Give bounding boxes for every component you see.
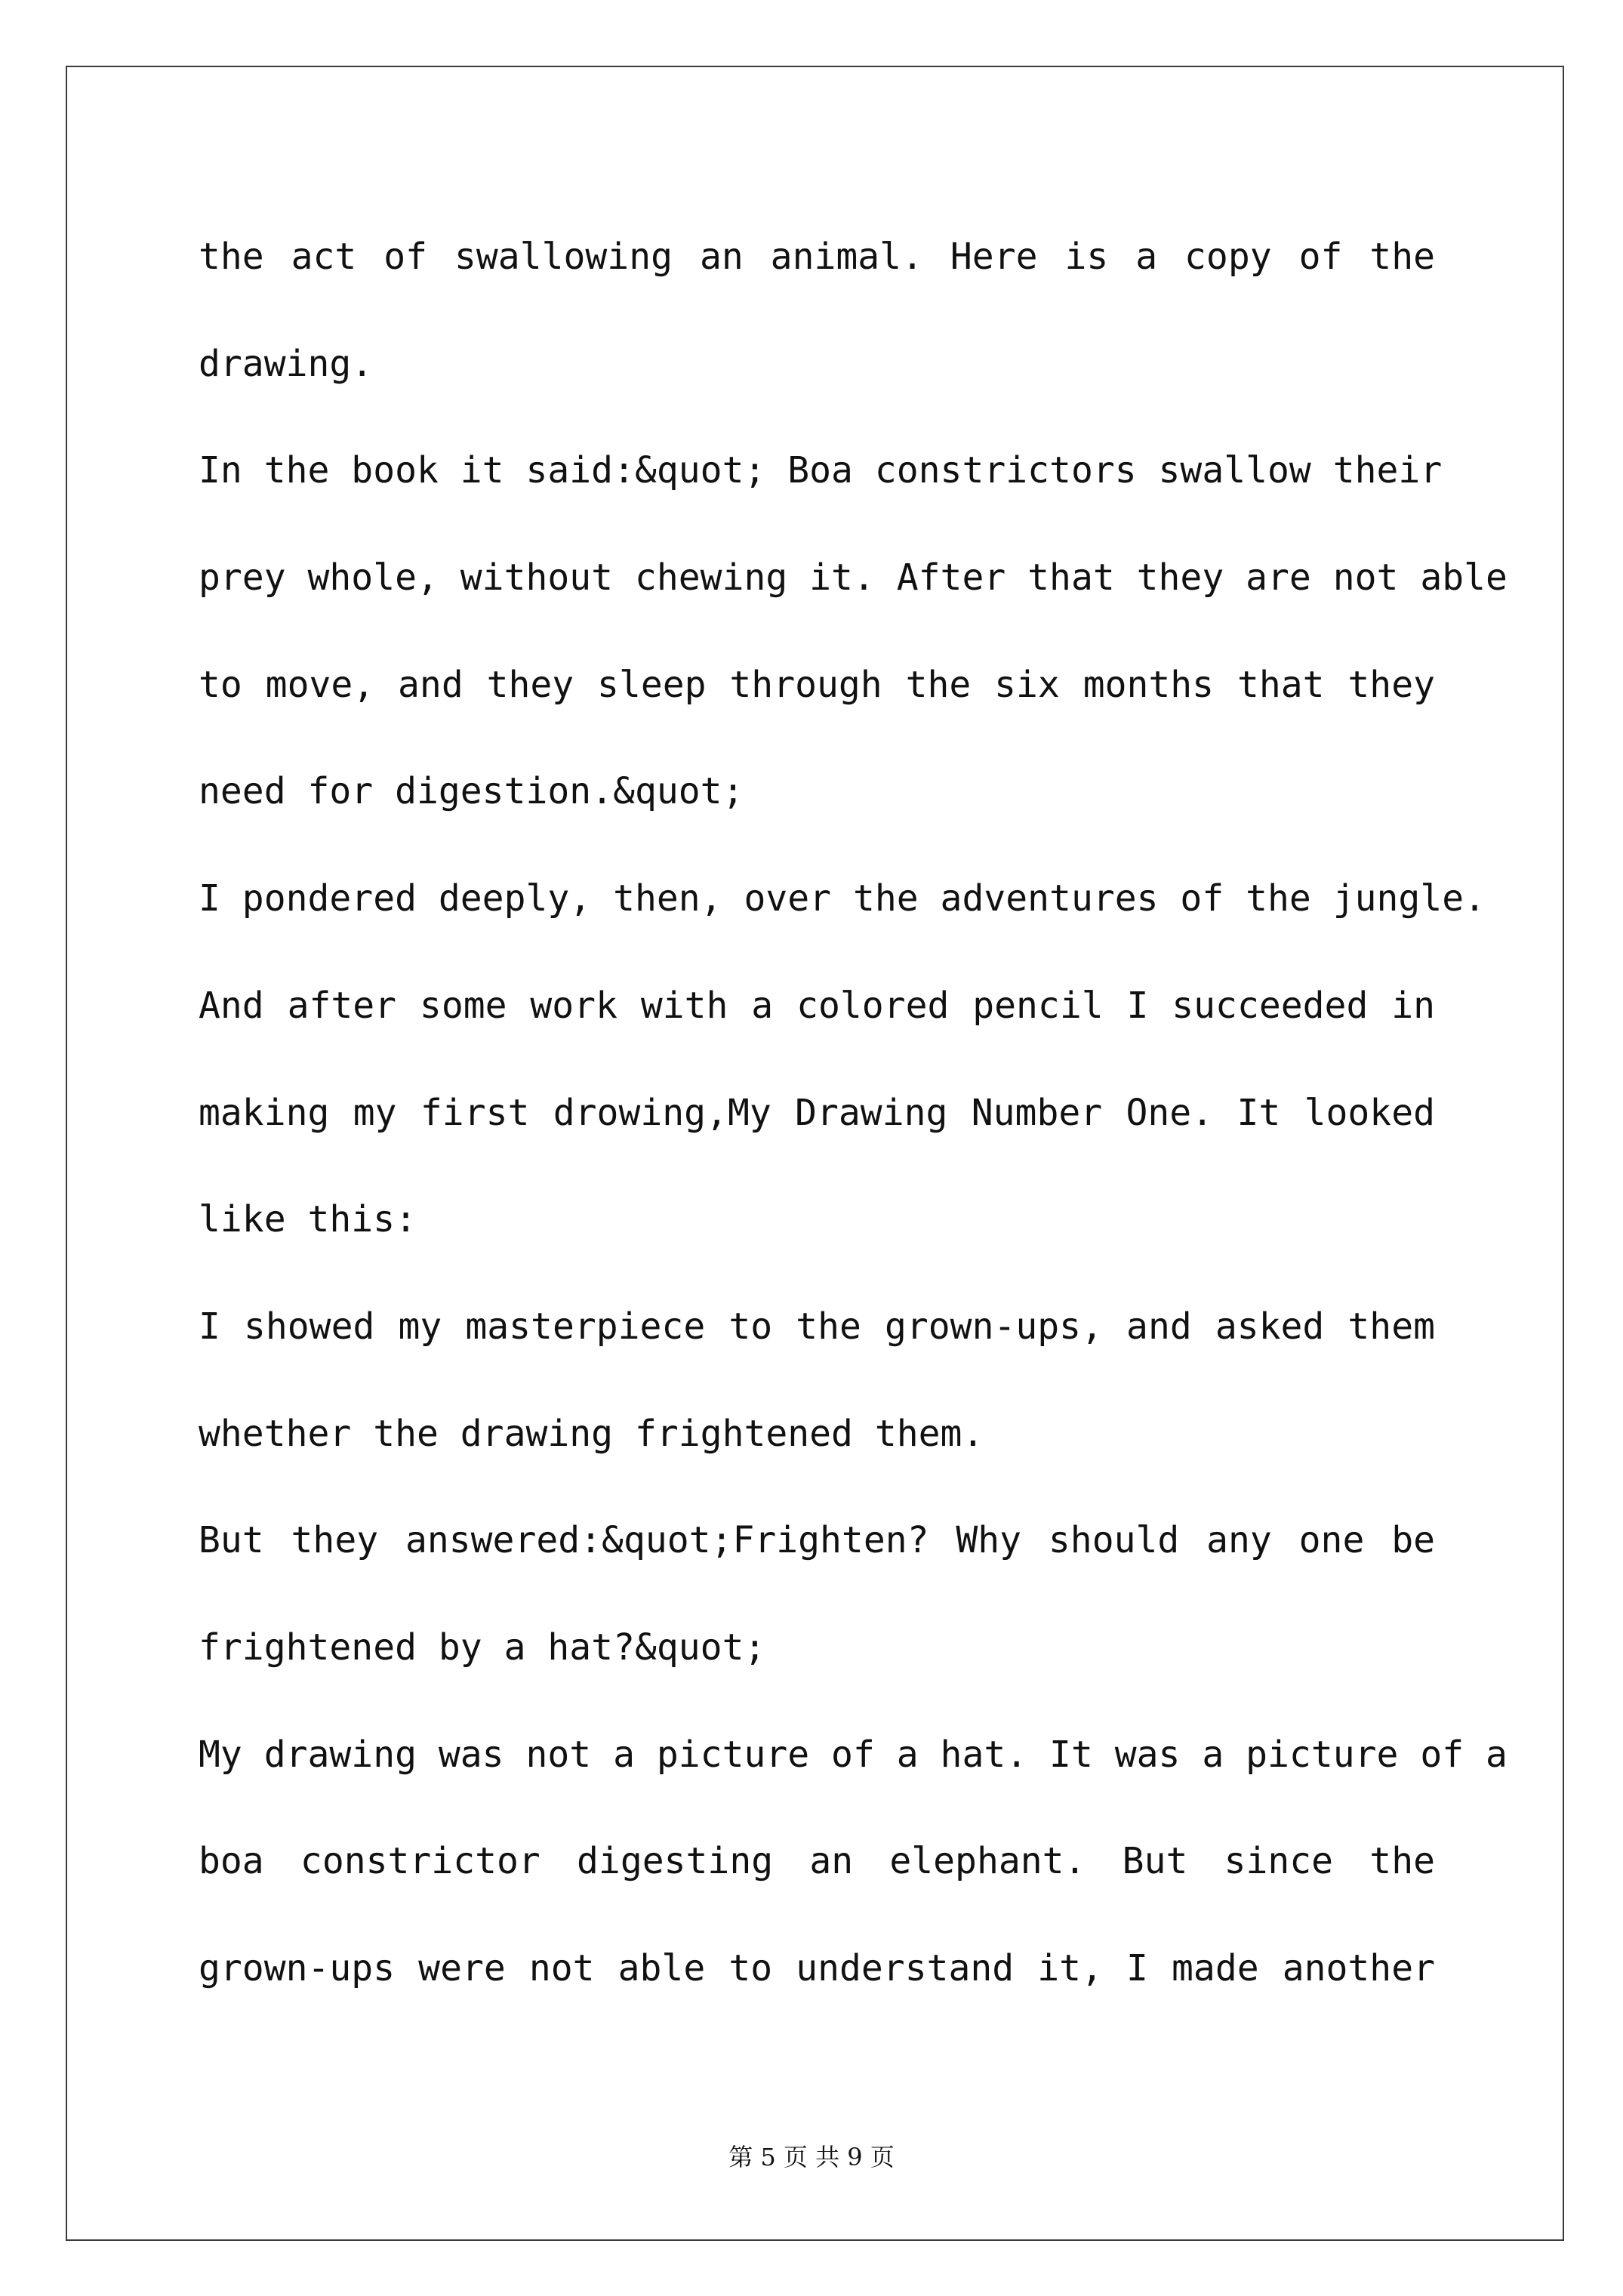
text-line: whether the drawing frightened them. xyxy=(199,1412,984,1455)
text-line: like this: xyxy=(199,1198,417,1241)
text-line: And after some work with a colored pencil I succeeded in xyxy=(199,984,1435,1027)
text-line: drawing. xyxy=(199,342,374,385)
text-line: My drawing was not a picture of a hat. It was a picture of a xyxy=(199,1733,1508,1776)
text-line: prey whole, without chewing it. After that they are not able xyxy=(199,556,1508,599)
text-line: frightened by a hat?&quot; xyxy=(199,1626,766,1669)
text-line: the act of swallowing an animal. Here is a copy of the xyxy=(199,236,1435,278)
text-line: I showed my masterpiece to the grown-ups, and asked them xyxy=(199,1305,1435,1348)
text-line: boa constrictor digesting an elephant. But since the xyxy=(199,1840,1435,1883)
page-number-footer: 第 5 页 共 9 页 xyxy=(728,2143,895,2171)
document-body xyxy=(199,204,1508,2023)
text-line: But they answered:&quot;Frighten? Why should any one be xyxy=(199,1519,1435,1562)
text-line: grown-ups were not able to understand it, I made another xyxy=(199,1947,1435,1989)
text-line: need for digestion.&quot; xyxy=(199,770,744,813)
text-line: In the book it said:&quot; Boa constrictors swallow their xyxy=(199,449,1443,492)
text-line: to move, and they sleep through the six months that they xyxy=(199,663,1435,706)
text-line: I pondered deeply, then, over the adventures of the jungle. xyxy=(199,877,1486,920)
text-line: making my first drowing,My Drawing Number One. It looked xyxy=(199,1091,1435,1134)
